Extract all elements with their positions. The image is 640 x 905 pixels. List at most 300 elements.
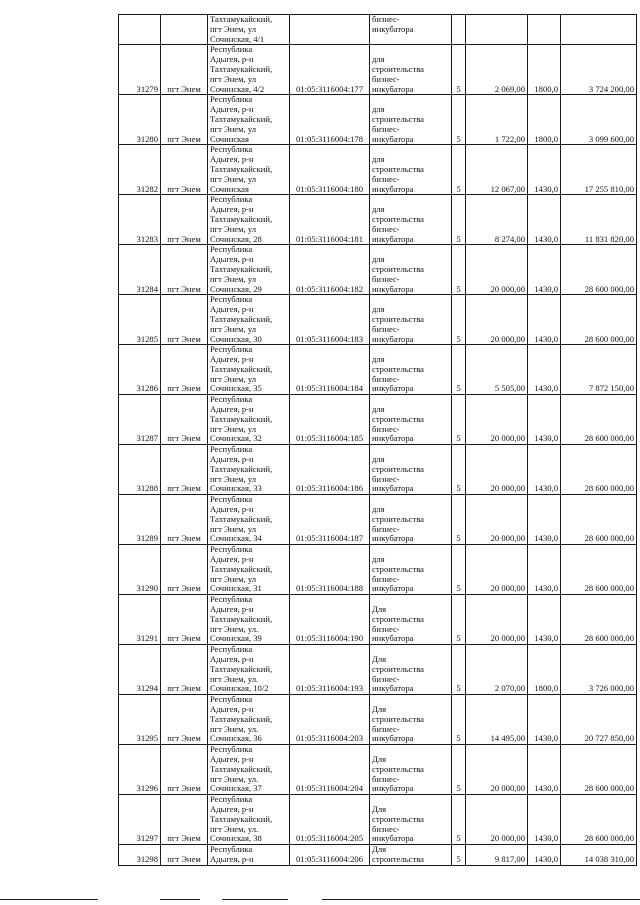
cell-col6-text: 5 [456, 733, 461, 744]
cell-area-text: 20 000,00 [490, 583, 525, 594]
cell-locality [161, 595, 208, 645]
cell-id-text: 31282 [136, 183, 158, 194]
cell-address [208, 745, 290, 795]
cell-cadastral-text: 01:05:3116004:188 [296, 583, 363, 594]
cell-id-text: 31284 [136, 283, 158, 294]
cell-area [466, 595, 528, 645]
cell-col6 [452, 145, 466, 195]
cell-col6-text: 5 [456, 483, 461, 494]
cell-total-text: 3 726 000,00 [588, 683, 634, 694]
cell-col6 [452, 195, 466, 245]
cell-id [119, 445, 161, 495]
cell-col6-text: 5 [456, 133, 461, 144]
cell-rate-text: 1430,0 [534, 533, 558, 544]
cell-area [466, 195, 528, 245]
cell-cadastral-text: 01:05:3116004:184 [296, 383, 363, 394]
cell-locality [161, 545, 208, 595]
cell-cadastral [290, 595, 370, 645]
cell-purpose [370, 295, 452, 345]
cell-locality-text: пгт Энем [167, 283, 201, 294]
cell-area-text: 20 000,00 [490, 283, 525, 294]
cell-rate-text: 1430,0 [534, 633, 558, 644]
cell-address [208, 45, 290, 95]
cell-rate [528, 95, 561, 145]
cell-total-text: 7 872 150,00 [588, 383, 634, 394]
cell-area [466, 145, 528, 195]
cell-area [466, 845, 528, 866]
cell-area-text: 12 067,00 [490, 183, 525, 194]
cell-rate [528, 295, 561, 345]
cell-cadastral [290, 445, 370, 495]
cell-locality [161, 95, 208, 145]
cell-purpose-text: для строительства бизнес- инкубатора [372, 454, 424, 494]
cell-purpose-text: для строительства бизнес- инкубатора [372, 354, 424, 394]
cell-area-text: 2 069,00 [494, 83, 525, 94]
purpose-text: бизнес- инкубатора [372, 14, 414, 34]
cell-col6 [452, 795, 466, 845]
cell-purpose-text: для строительства бизнес- инкубатора [372, 504, 424, 544]
cell-locality [161, 195, 208, 245]
cell-address-text: Республика Адыгея, р-н Тахтамукайский, пгт Энем, ул Сочинская, 33 [210, 444, 273, 494]
cell-id [119, 695, 161, 745]
cell-col6 [452, 395, 466, 445]
cell-locality-text: пгт Энем [167, 833, 201, 844]
cell-id-text: 31285 [136, 333, 158, 344]
cell-purpose [370, 445, 452, 495]
cell-area-text: 9 817,00 [494, 853, 525, 864]
cell-area [466, 395, 528, 445]
cell-rate-text: 1430,0 [534, 853, 558, 864]
cell-rate [528, 795, 561, 845]
cell-col6-text: 5 [456, 383, 461, 394]
cell-cadastral-text: 01:05:3116004:187 [296, 533, 363, 544]
cell-address [208, 395, 290, 445]
cell-col6-text: 5 [456, 783, 461, 794]
cell-locality [161, 145, 208, 195]
cell-col6-text: 5 [456, 583, 461, 594]
cell-cadastral [290, 795, 370, 845]
cell-total [561, 795, 637, 845]
cell-total-text: 28 600 000,00 [584, 333, 634, 344]
cell-address [208, 645, 290, 695]
cell-rate-text: 1430,0 [534, 383, 558, 394]
cell-locality-text: пгт Энем [167, 333, 201, 344]
cell-col6 [452, 645, 466, 695]
cell-address-text: Республика Адыгея, р-н Тахтамукайский, пгт Энем, ул. Сочинская, 37 [210, 744, 273, 794]
cell-locality [161, 395, 208, 445]
cell-cadastral [290, 95, 370, 145]
cell-rate-text: 1430,0 [534, 583, 558, 594]
cell-total [561, 45, 637, 95]
table-row [119, 645, 637, 695]
cell-cadastral-text: 01:05:3116004:180 [296, 183, 363, 194]
cell-locality [161, 645, 208, 695]
cell-purpose [370, 395, 452, 445]
cell-total-text: 28 600 000,00 [584, 433, 634, 444]
table-row-continued [119, 15, 637, 45]
cell-purpose-text: для строительства бизнес- инкубатора [372, 304, 424, 344]
cell-id-text: 31294 [136, 683, 158, 694]
cell-purpose-text: для строительства бизнес- инкубатора [372, 204, 424, 244]
cell-purpose [370, 345, 452, 395]
cell-id [119, 195, 161, 245]
cell-col6 [452, 345, 466, 395]
table-row [119, 345, 637, 395]
cell-col6 [452, 845, 466, 866]
cell-cadastral [290, 145, 370, 195]
footer-rule [222, 899, 288, 900]
cell-address [208, 595, 290, 645]
cell-area-text: 14 495,00 [490, 733, 525, 744]
table-row [119, 695, 637, 745]
cell-locality-text: пгт Энем [167, 483, 201, 494]
cell-locality-text: пгт Энем [167, 133, 201, 144]
cell-purpose [370, 645, 452, 695]
cell-area-text: 20 000,00 [490, 783, 525, 794]
cell-rate-text: 1800,0 [534, 133, 558, 144]
cell-total-text: 28 600 000,00 [584, 533, 634, 544]
cell-purpose-text: Для строительства бизнес- инкубатора [372, 654, 424, 694]
cell-area [466, 545, 528, 595]
cell-id [119, 795, 161, 845]
cell-cadastral [290, 395, 370, 445]
cell-area-text: 20 000,00 [490, 483, 525, 494]
cell-col6-text: 5 [456, 533, 461, 544]
cell-total [561, 345, 637, 395]
cell-locality-text: пгт Энем [167, 83, 201, 94]
cell-total-text: 28 600 000,00 [584, 783, 634, 794]
cell-area [466, 295, 528, 345]
cell-area-text: 20 000,00 [490, 433, 525, 444]
cell-area-text: 5 505,00 [494, 383, 525, 394]
cell-area [466, 445, 528, 495]
cell-total [561, 295, 637, 345]
cell-area [466, 695, 528, 745]
cell-locality-text: пгт Энем [167, 633, 201, 644]
cell-rate [528, 15, 561, 45]
cell-area [466, 495, 528, 545]
cell-area [466, 245, 528, 295]
cell-purpose-text: для строительства бизнес- инкубатора [372, 254, 424, 294]
cell-purpose-text: для строительства бизнес- инкубатора [372, 154, 424, 194]
cell-area-text: 1 722,00 [494, 133, 525, 144]
cell-address-text: Республика Адыгея, р-н Тахтамукайский, пгт Энем, ул Сочинская, 34 [210, 494, 273, 544]
table-row [119, 495, 637, 545]
cell-locality [161, 845, 208, 866]
cell-total-text: 28 600 000,00 [584, 583, 634, 594]
cell-rate [528, 195, 561, 245]
cell-rate [528, 345, 561, 395]
cell-total-text: 20 727 850,00 [584, 733, 634, 744]
cell-rate [528, 495, 561, 545]
cell-id-text: 31286 [136, 383, 158, 394]
cell-address [208, 245, 290, 295]
cell-locality-text: пгт Энем [167, 683, 201, 694]
cell-cadastral [290, 345, 370, 395]
cell-area [466, 795, 528, 845]
cell-locality-text: пгт Энем [167, 233, 201, 244]
cell-purpose [370, 695, 452, 745]
cell-id-text: 31291 [136, 633, 158, 644]
cell-purpose-text: для строительства бизнес- инкубатора [372, 554, 424, 594]
cell-purpose [370, 545, 452, 595]
cell-rate [528, 845, 561, 866]
table-row [119, 395, 637, 445]
cell-rate [528, 695, 561, 745]
cell-address [208, 145, 290, 195]
table-row [119, 245, 637, 295]
cell-cadastral [290, 745, 370, 795]
cell-id [119, 145, 161, 195]
cell-address [208, 695, 290, 745]
cell-col6 [452, 245, 466, 295]
cell-address-text: Республика Адыгея, р-н Тахтамукайский, пгт Энем, ул. Сочинская, 39 [210, 594, 273, 644]
cell-total [561, 15, 637, 45]
cell-id [119, 595, 161, 645]
cell-cadastral-text: 01:05:3116004:190 [296, 633, 363, 644]
cell-total [561, 845, 637, 866]
cell-col6 [452, 745, 466, 795]
cell-cadastral-text: 01:05:3116004:178 [296, 133, 363, 144]
cell-col6-text: 5 [456, 433, 461, 444]
cell-col6 [452, 695, 466, 745]
cell-rate-text: 1430,0 [534, 433, 558, 444]
cell-locality-text: пгт Энем [167, 383, 201, 394]
cell-purpose [370, 495, 452, 545]
cell-id-text: 31295 [136, 733, 158, 744]
cell-address [208, 15, 290, 45]
cell-area-text: 20 000,00 [490, 633, 525, 644]
cell-address [208, 95, 290, 145]
cell-cadastral-text: 01:05:3116004:204 [296, 783, 363, 794]
cell-col6 [452, 295, 466, 345]
footer-rule [322, 899, 640, 900]
cell-locality-text: пгт Энем [167, 583, 201, 594]
cell-rate-text: 1430,0 [534, 833, 558, 844]
cell-col6-text: 5 [456, 83, 461, 94]
cell-rate-text: 1430,0 [534, 333, 558, 344]
cell-address-text: Республика Адыгея, р-н Тахтамукайский, пгт Энем, ул. Сочинская, 36 [210, 694, 273, 744]
table-row [119, 45, 637, 95]
cell-id-text: 31298 [136, 853, 158, 864]
cell-col6-text: 5 [456, 683, 461, 694]
cell-rate [528, 545, 561, 595]
cell-rate [528, 395, 561, 445]
cell-address-text: Республика Адыгея, р-н Тахтамукайский, пгт Энем, ул Сочинская, 4/2 [210, 44, 273, 94]
footer-rule [0, 899, 98, 900]
cell-purpose [370, 45, 452, 95]
cell-locality [161, 745, 208, 795]
cell-cadastral [290, 845, 370, 866]
table-row [119, 295, 637, 345]
cell-cadastral-text: 01:05:3116004:185 [296, 433, 363, 444]
cell-id [119, 495, 161, 545]
cell-id [119, 745, 161, 795]
cell-id [119, 45, 161, 95]
cell-area [466, 645, 528, 695]
cell-locality-text: пгт Энем [167, 853, 201, 864]
cell-id [119, 395, 161, 445]
cell-id [119, 95, 161, 145]
cell-purpose-text: Для строительства бизнес- инкубатора [372, 803, 424, 844]
cell-col6 [452, 595, 466, 645]
cell-id-text: 31287 [136, 433, 158, 444]
cell-locality [161, 445, 208, 495]
cell-total [561, 195, 637, 245]
cell-area-text: 20 000,00 [490, 533, 525, 544]
cell-id [119, 295, 161, 345]
cell-address [208, 795, 290, 845]
cell-address-text: Республика Адыгея, р-н Тахтамукайский, пгт Энем, ул Сочинская [210, 94, 273, 144]
cell-locality [161, 495, 208, 545]
cell-id [119, 345, 161, 395]
cell-cadastral-text: 01:05:3116004:206 [296, 853, 363, 864]
cell-id [119, 645, 161, 695]
cell-cadastral [290, 15, 370, 45]
cell-rate [528, 595, 561, 645]
cell-cadastral-text: 01:05:3116004:182 [296, 283, 363, 294]
cell-rate [528, 45, 561, 95]
cell-locality-text: пгт Энем [167, 733, 201, 744]
cell-address [208, 495, 290, 545]
cell-address [208, 195, 290, 245]
cell-total [561, 645, 637, 695]
table-row [119, 145, 637, 195]
cell-locality [161, 45, 208, 95]
cell-cadastral [290, 245, 370, 295]
cell-rate [528, 245, 561, 295]
cell-purpose [370, 145, 452, 195]
cell-cadastral-text: 01:05:3116004:183 [296, 333, 363, 344]
cell-id-text: 31283 [136, 233, 158, 244]
cell-total [561, 745, 637, 795]
cell-address-text: Республика Адыгея, р-н Тахтамукайский, пгт Энем, ул. Сочинская, 10/2 [210, 644, 273, 694]
cell-total-text: 11 831 820,00 [584, 233, 634, 244]
cell-col6 [452, 445, 466, 495]
cell-cadastral-text: 01:05:3116004:181 [296, 233, 363, 244]
cell-total [561, 495, 637, 545]
table-row [119, 845, 637, 866]
cell-locality-text: пгт Энем [167, 183, 201, 194]
cell-col6-text: 5 [456, 283, 461, 294]
cell-area [466, 345, 528, 395]
cell-rate [528, 645, 561, 695]
cell-purpose [370, 745, 452, 795]
cell-address [208, 445, 290, 495]
cell-total [561, 245, 637, 295]
cell-rate [528, 445, 561, 495]
cell-purpose [370, 15, 452, 45]
cell-area [466, 45, 528, 95]
cell-total [561, 545, 637, 595]
cell-address [208, 845, 290, 866]
cell-rate-text: 1430,0 [534, 483, 558, 494]
cell-address [208, 345, 290, 395]
cell-area-text: 20 000,00 [490, 333, 525, 344]
cell-total [561, 445, 637, 495]
cell-cadastral-text: 01:05:3116004:203 [296, 733, 363, 744]
cell-address-text: Республика Адыгея, р-н Тахтамукайский, пгт Энем, ул Сочинская [210, 144, 273, 194]
cell-purpose-text: Для строительства [372, 844, 424, 864]
cell-id [119, 15, 161, 45]
cell-rate-text: 1430,0 [534, 733, 558, 744]
cell-total-text: 28 600 000,00 [584, 483, 634, 494]
address-text: Тахтамукайский, пгт Энем, ул Сочинская, 4/1 [210, 14, 273, 44]
cell-rate-text: 1430,0 [534, 233, 558, 244]
cell-rate-text: 1430,0 [534, 183, 558, 194]
footer-rule [160, 899, 200, 900]
cell-col6 [452, 45, 466, 95]
cell-rate-text: 1430,0 [534, 283, 558, 294]
cell-locality-text: пгт Энем [167, 533, 201, 544]
cell-id-text: 31288 [136, 483, 158, 494]
cell-area-text: 20 000,00 [490, 833, 525, 844]
cell-purpose [370, 245, 452, 295]
cell-col6 [452, 15, 466, 45]
cell-purpose [370, 795, 452, 845]
cell-cadastral [290, 695, 370, 745]
cell-col6-text: 5 [456, 183, 461, 194]
cell-id [119, 845, 161, 866]
cell-rate-text: 1800,0 [534, 83, 558, 94]
cell-address-text: Республика Адыгея, р-н Тахтамукайский, пгт Энем, ул Сочинская, 32 [210, 394, 273, 444]
cell-purpose-text: для строительства бизнес- инкубатора [372, 104, 424, 144]
cell-address-text: Республика Адыгея, р-н Тахтамукайский, пгт Энем, ул Сочинская, 30 [210, 294, 273, 344]
cell-purpose-text: Для строительства бизнес- инкубатора [372, 604, 424, 644]
cell-cadastral [290, 195, 370, 245]
table-row [119, 95, 637, 145]
cell-address-text: Республика Адыгея, р-н Тахтамукайский, пгт Энем, ул Сочинская, 28 [210, 194, 273, 244]
cell-purpose [370, 95, 452, 145]
cell-address [208, 545, 290, 595]
cell-locality [161, 795, 208, 845]
cell-total-text: 28 600 000,00 [584, 833, 634, 844]
cell-total [561, 695, 637, 745]
cell-id-text: 31280 [136, 133, 158, 144]
cell-total-text: 28 600 000,00 [584, 633, 634, 644]
cell-address-text: Республика Адыгея, р-н Тахтамукайский, пгт Энем, ул. Сочинская, 38 [210, 794, 273, 844]
cell-id-text: 31297 [136, 833, 158, 844]
cell-cadastral [290, 45, 370, 95]
cell-col6 [452, 545, 466, 595]
cell-cadastral-text: 01:05:3116004:205 [296, 833, 363, 844]
cell-total-text: 3 724 200,00 [588, 83, 634, 94]
cell-cadastral [290, 545, 370, 595]
cell-address-text: Республика Адыгея, р-н Тахтамукайский, пгт Энем, ул Сочинская, 31 [210, 544, 273, 594]
cell-locality [161, 295, 208, 345]
cell-area [466, 95, 528, 145]
cell-locality [161, 245, 208, 295]
cell-area [466, 15, 528, 45]
table-row [119, 195, 637, 245]
cell-id-text: 31296 [136, 783, 158, 794]
table-row [119, 545, 637, 595]
cell-col6-text: 5 [456, 633, 461, 644]
cell-locality-text: пгт Энем [167, 433, 201, 444]
cell-total-text: 17 255 810,00 [584, 183, 634, 194]
cell-total [561, 395, 637, 445]
cell-col6-text: 5 [456, 853, 461, 864]
cell-col6-text: 5 [456, 233, 461, 244]
cell-area [466, 745, 528, 795]
cell-purpose [370, 845, 452, 866]
table-row [119, 795, 637, 845]
cell-area-text: 2 070,00 [494, 683, 525, 694]
cell-area-text: 8 274,00 [494, 233, 525, 244]
cell-purpose-text: Для строительства бизнес- инкубатора [372, 753, 424, 794]
cell-total [561, 145, 637, 195]
cell-rate-text: 1800,0 [534, 683, 558, 694]
